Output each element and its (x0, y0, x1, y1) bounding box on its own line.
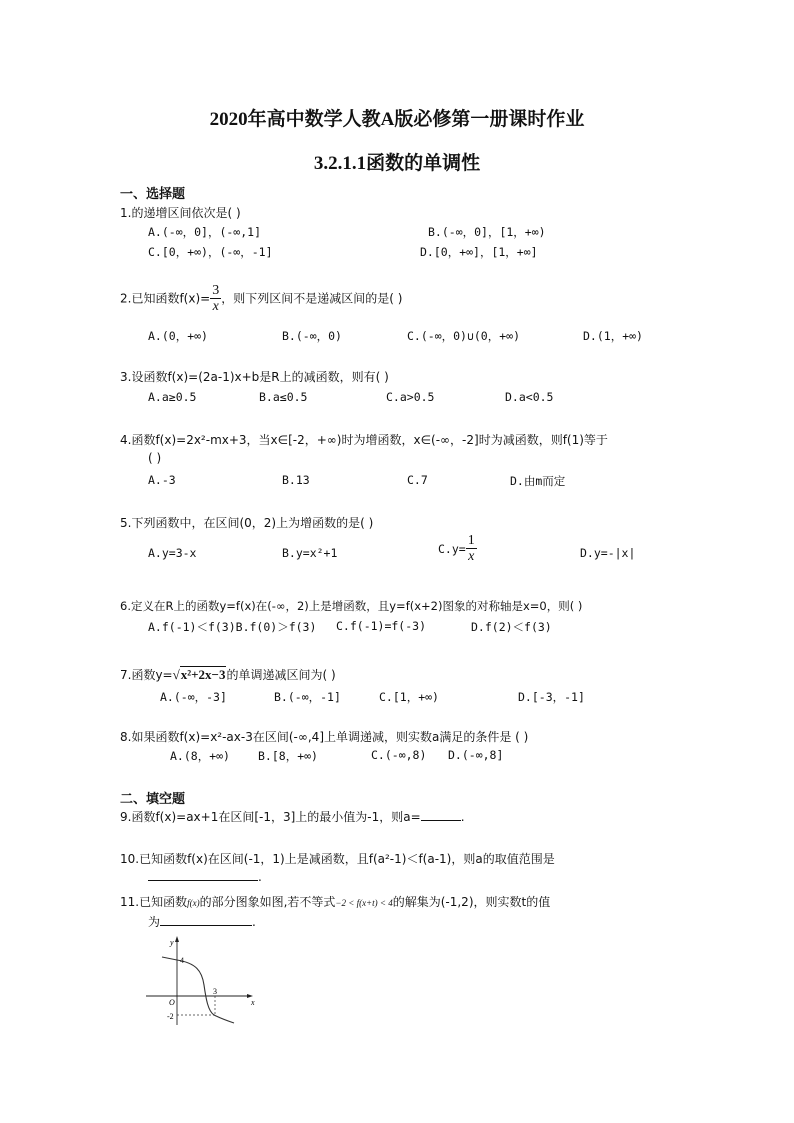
question-1-stem: 1.的递增区间依次是( ) (120, 206, 241, 220)
question-7-option-a: A.(-∞，-3] (160, 690, 227, 704)
question-10-answer-line (148, 870, 262, 884)
question-10-answer-blank[interactable] (148, 870, 258, 881)
question-9-stem (120, 808, 465, 825)
question-2-option-d: D.(1，+∞) (583, 329, 643, 343)
question-7-sqrt: √x²+2x−3 (172, 667, 226, 682)
question-11-inequality: −2 < f(x+t) < 4 (335, 898, 393, 908)
question-1-option-d: D.[0，+∞]，[1，+∞] (420, 245, 538, 259)
question-9-stem-pre: 9.函数f(x)=ax+1在区间[-1，3]上的最小值为-1，则a= (120, 810, 421, 824)
graph-x-tick: 3 (213, 987, 217, 996)
question-8-option-a: A.(8，+∞) (170, 749, 230, 763)
question-2-fraction (210, 284, 221, 314)
question-11-line2-post: . (252, 915, 256, 929)
question-1-option-b: B.(-∞，0]，[1，+∞) (428, 225, 546, 239)
question-7-stem (120, 666, 336, 683)
question-5-option-c (438, 534, 477, 564)
question-2-stem-pre: 2.已知函数f(x)= (120, 291, 211, 306)
question-3-option-a: A.a≥0.5 (148, 390, 197, 404)
question-5-option-c-pre: C.y= (438, 542, 466, 556)
question-2-option-b: B.(-∞，0) (282, 329, 342, 343)
question-5-stem: 5.下列函数中，在区间(0，2)上为增函数的是( ) (120, 516, 374, 530)
question-7-radicand: x²+2x−3 (180, 667, 226, 682)
question-7-stem-post: 的单调递减区间为( ) (226, 668, 336, 682)
question-4-option-d: D.由m而定 (510, 474, 566, 488)
question-11-stem-post: 的解集为(-1,2)，则实数t的值 (392, 895, 551, 909)
question-8-stem: 8.如果函数f(x)=x²-ax-3在区间(-∞,4]上单调递减，则实数a满足的条件是 ( ) (120, 730, 529, 744)
question-5-option-a: A.y=3-x (148, 546, 197, 560)
question-10-end: . (258, 870, 262, 884)
graph-origin-label: O (169, 998, 175, 1007)
question-2-stem-post: ，则下列区间不是递减区间的是( ) (221, 291, 403, 306)
question-4-option-b: B.13 (282, 473, 310, 487)
question-3-stem: 3.设函数f(x)=(2a-1)x+b是R上的减函数，则有( ) (120, 370, 389, 384)
question-11-fx: f(x) (187, 898, 200, 908)
question-7-option-b: B.(-∞，-1] (274, 690, 341, 704)
question-8-option-c: C.(-∞,8) (371, 748, 427, 762)
question-6-option-d: D.f(2)＜f(3) (471, 620, 552, 634)
function-graph (140, 933, 265, 1028)
question-2-option-c: C.(-∞，0)∪(0，+∞) (407, 329, 521, 343)
question-6-option-c: C.f(-1)=f(-3) (336, 619, 427, 633)
question-1-option-c: C.[0，+∞)，(-∞，-1] (148, 245, 273, 259)
graph-y-arrow (175, 936, 179, 942)
question-5-option-d: D.y=-|x| (580, 546, 636, 560)
question-2-option-a: A.(0，+∞) (148, 329, 208, 343)
question-1-option-a: A.(-∞，0]，(-∞,1] (148, 225, 262, 239)
question-4-stem-line2: ( ) (148, 451, 162, 465)
question-10-stem: 10.已知函数f(x)在区间(-1，1)上是减函数，且f(a²-1)＜f(a-1)，则a的取值范围是 (120, 852, 555, 866)
question-3-option-d: D.a<0.5 (505, 390, 554, 404)
question-5-option-c-fraction (466, 534, 477, 564)
question-5-option-c-numerator: 1 (467, 533, 475, 548)
question-5-option-b: B.y=x²+1 (282, 546, 338, 560)
question-11-stem-mid: 的部分图象如图,若不等式 (199, 895, 336, 909)
question-6-stem: 6.定义在R上的函数y=f(x)在(-∞，2)上是增函数，且y=f(x+2)图象的对称轴是x=0，则( ) (120, 599, 583, 613)
graph-y-tick-bottom: -2 (167, 1012, 174, 1021)
question-7-option-d: D.[-3，-1] (518, 690, 585, 704)
question-2-numerator: 3 (212, 283, 220, 298)
question-3-option-c: C.a>0.5 (386, 390, 435, 404)
section-fill-heading: 二、填空题 (120, 792, 186, 807)
question-6-option-ab: A.f(-1)＜f(3)B.f(0)＞f(3) (148, 620, 317, 634)
question-9-answer-blank[interactable] (421, 810, 461, 821)
question-7-option-c: C.[1，+∞) (379, 690, 439, 704)
question-8-option-b: B.[8，+∞) (258, 749, 318, 763)
graph-y-label: y (170, 938, 174, 947)
question-4-option-c: C.7 (407, 473, 428, 487)
page-title: 2020年高中数学人教A版必修第一册课时作业 (209, 109, 585, 130)
question-9-stem-post: . (460, 810, 465, 824)
question-8-option-d: D.(-∞,8] (448, 748, 504, 762)
question-7-stem-pre: 7.函数y= (120, 668, 173, 682)
question-11-answer-blank[interactable] (160, 915, 252, 926)
question-11-stem (120, 893, 550, 910)
question-5-option-c-denominator: x (466, 548, 477, 564)
question-11-stem-pre: 11.已知函数 (120, 895, 188, 909)
question-2-denominator: x (210, 298, 221, 314)
question-3-option-b: B.a≤0.5 (259, 390, 308, 404)
question-4-option-a: A.-3 (148, 473, 176, 487)
page-subtitle: 3.2.1.1函数的单调性 (313, 153, 481, 174)
section-choice-heading: 一、选择题 (120, 187, 186, 202)
question-2-stem (120, 284, 402, 314)
graph-x-label: x (251, 998, 255, 1007)
question-11-line2-pre: 为 (148, 915, 161, 929)
graph-y-tick-top: 4 (180, 956, 184, 965)
question-11-line2 (148, 913, 256, 930)
question-4-stem-line1: 4.函数f(x)=2x²-mx+3，当x∈[-2，+∞)时为增函数，x∈(-∞，-2]时为减函数，则f(1)等于 (120, 433, 608, 447)
